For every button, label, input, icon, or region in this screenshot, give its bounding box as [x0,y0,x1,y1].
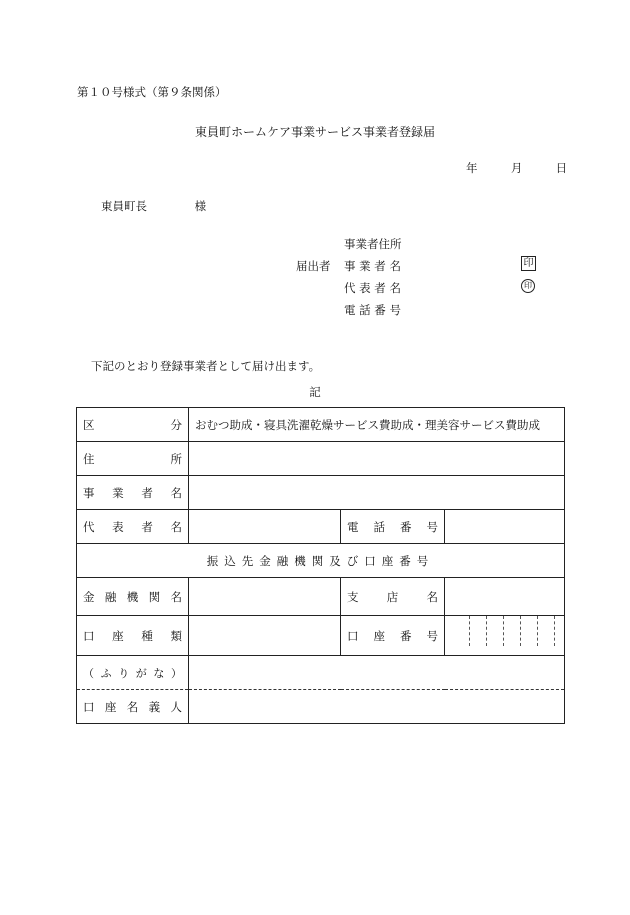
account-holder-field[interactable] [189,690,565,724]
date-month: 月 [510,161,523,175]
account-digit-box[interactable] [504,616,521,646]
category-label-cell: 区 分 [77,408,189,442]
submitter-address-label: 事業者住所 [344,237,402,251]
statement: 下記のとおり登録事業者として届け出ます。 [91,359,321,373]
account-digit-box[interactable] [521,616,538,646]
document-title: 東員町ホームケア事業サービス事業者登録届 [194,125,435,139]
representative-field[interactable] [189,510,341,544]
address-label-cell: 住 所 [77,442,189,476]
account-digit-box[interactable] [487,616,504,646]
submitter-label: 届出者 [296,259,331,273]
account-digit-box[interactable] [538,616,555,646]
date-day: 日 [555,161,568,175]
phone-field[interactable] [445,510,565,544]
table-row [77,656,565,690]
addressee-name: 東員町長 [101,199,147,213]
table-row [77,476,565,510]
category-value: おむつ助成・寝具洗濯乾燥サービス費助成・理美容サービス費助成 [189,408,565,442]
submitter-representative-label: 代 表 者 名 [344,281,401,295]
date-line [466,160,567,176]
submitter-business-label: 事 業 者 名 [344,259,401,273]
account-number-field[interactable] [445,616,565,656]
bank-name-field[interactable] [189,578,341,616]
table-row [77,578,565,616]
account-type-label-cell: 口 座 種 類 [77,616,189,656]
submitter-phone-label: 電 話 番 号 [344,303,401,317]
account-holder-label-cell: 口 座 名 義 人 [77,690,189,724]
phone-label-cell: 電 話 番 号 [341,510,445,544]
business-name-field[interactable] [189,476,565,510]
ki-heading: 記 [309,385,321,399]
table-row [77,510,565,544]
table-row [77,442,565,476]
branch-field[interactable] [445,578,565,616]
address-field[interactable] [189,442,565,476]
branch-label-cell: 支 店 名 [341,578,445,616]
representative-label-cell: 代 表 者 名 [77,510,189,544]
account-type-field[interactable] [189,616,341,656]
addressee-honorific: 様 [194,199,207,213]
account-digit-box[interactable] [555,616,571,646]
seal-square: 印 [521,256,536,271]
account-number-digits [453,616,564,655]
furigana-label-cell: （ ふ り が な ） [77,656,189,690]
account-digit-box[interactable] [453,616,470,646]
bank-section-title: 振込先金融機関及び口座番号 [77,544,565,578]
submitter-block [296,236,546,326]
table-row [77,690,565,724]
bank-name-label-cell: 金 融 機 関 名 [77,578,189,616]
furigana-field[interactable] [189,656,565,690]
addressee [101,198,206,214]
table-row [77,616,565,656]
account-number-label-cell: 口 座 番 号 [341,616,445,656]
table-row [77,544,565,578]
date-year: 年 [466,161,478,175]
seal-circle: 印 [521,279,535,293]
table-row [77,408,565,442]
registration-table [76,407,565,724]
account-digit-box[interactable] [470,616,487,646]
business-name-label-cell: 事 業 者 名 [77,476,189,510]
form-number: 第１０号様式（第９条関係） [77,85,227,99]
